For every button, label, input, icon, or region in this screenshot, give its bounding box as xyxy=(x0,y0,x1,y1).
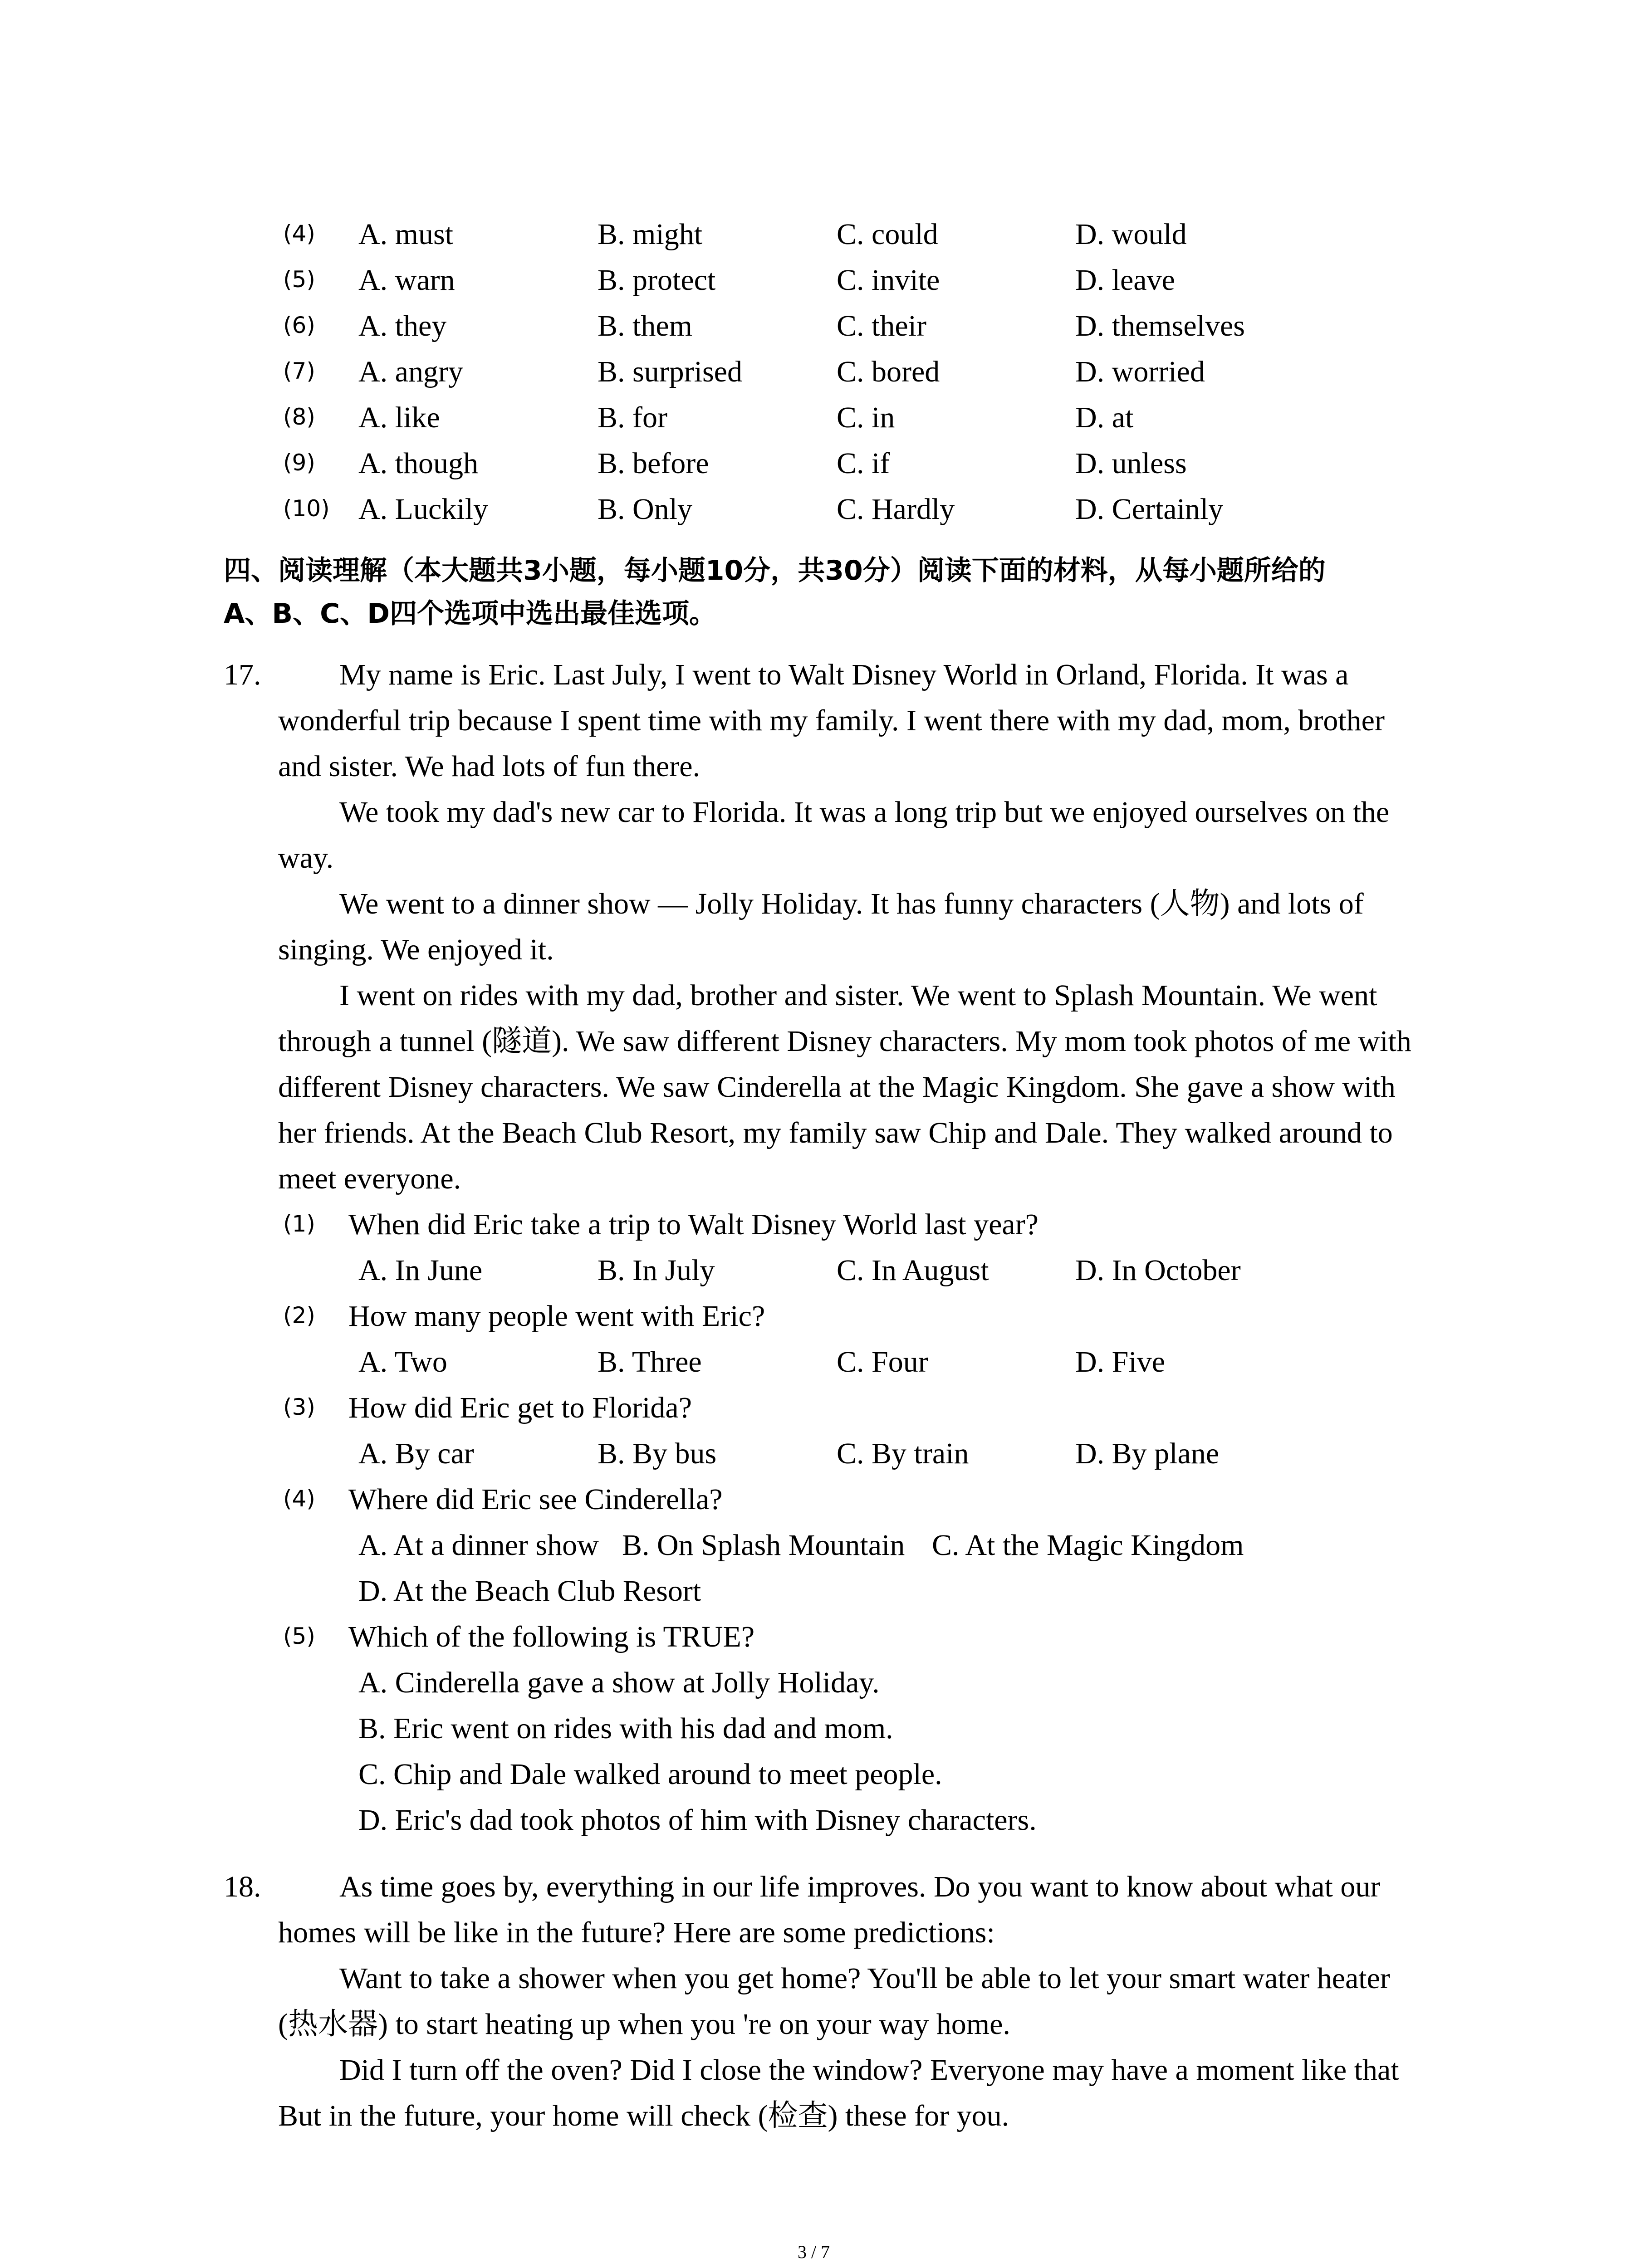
question-number-17: 17. xyxy=(224,658,261,691)
question-number: (9) xyxy=(283,450,315,476)
option-b: B. By bus xyxy=(598,1437,717,1470)
option-c: C. bored xyxy=(837,355,940,388)
option-b: B. for xyxy=(598,401,667,434)
option-b: B. On Splash Mountain xyxy=(622,1529,905,1562)
option-c: C. In August xyxy=(837,1254,989,1287)
passage-line: way. xyxy=(278,841,334,875)
option-c: C. could xyxy=(837,218,938,251)
option-a: A. By car xyxy=(358,1437,474,1470)
option-a: A. Luckily xyxy=(358,493,488,526)
option-d: D. worried xyxy=(1075,355,1205,388)
question-number-18: 18. xyxy=(224,1870,261,1903)
option-c: C. their xyxy=(837,309,926,342)
passage-line: her friends. At the Beach Club Resort, my family saw Chip and Dale. They walked around to xyxy=(278,1116,1393,1149)
option-d: D. themselves xyxy=(1075,309,1245,342)
passage-line: singing. We enjoyed it. xyxy=(278,933,554,966)
option-b: B. Three xyxy=(598,1345,702,1378)
option-d: D. would xyxy=(1075,218,1187,251)
passage-line: through a tunnel (隧道). We saw different Disney characters. My mom took photos of me with xyxy=(278,1025,1411,1058)
question-text: How did Eric get to Florida? xyxy=(348,1391,692,1424)
option-d: D. In October xyxy=(1075,1254,1241,1287)
option-c: C. At the Magic Kingdom xyxy=(932,1529,1244,1562)
option-c: C. Chip and Dale walked around to meet people. xyxy=(358,1758,942,1791)
question-number: (3) xyxy=(283,1394,315,1420)
question-text: How many people went with Eric? xyxy=(348,1300,765,1333)
option-b: B. might xyxy=(598,218,703,251)
question-number: (10) xyxy=(283,495,330,522)
passage-line: different Disney characters. We saw Cinderella at the Magic Kingdom. She gave a show with xyxy=(278,1070,1396,1104)
question-number: (5) xyxy=(283,266,315,293)
question-text: When did Eric take a trip to Walt Disney World last year? xyxy=(348,1208,1038,1241)
option-b: B. surprised xyxy=(598,355,742,388)
option-a: A. Cinderella gave a show at Jolly Holiday. xyxy=(358,1666,880,1699)
option-b: B. Only xyxy=(598,493,693,526)
passage-line: (热水器) to start heating up when you 're on your way home. xyxy=(278,2008,1010,2041)
passage-line: Want to take a shower when you get home? You'll be able to let your smart water heater xyxy=(339,1962,1390,1995)
option-d: D. Certainly xyxy=(1075,493,1224,526)
option-b: B. them xyxy=(598,309,692,342)
option-b: B. protect xyxy=(598,264,716,297)
option-a: A. must xyxy=(358,218,454,251)
option-a: A. warn xyxy=(358,264,455,297)
option-c: C. By train xyxy=(837,1437,969,1470)
section-heading-line-1: 四、阅读理解（本大题共3小题，每小题10分，共30分）阅读下面的材料，从每小题所给的 xyxy=(224,555,1326,587)
question-number: (5) xyxy=(283,1623,315,1649)
passage-line: homes will be like in the future? Here are some predictions: xyxy=(278,1916,995,1949)
option-b: B. before xyxy=(598,447,709,480)
passage-line: As time goes by, everything in our life improves. Do you want to know about what our xyxy=(339,1870,1381,1903)
passage-line: I went on rides with my dad, brother and sister. We went to Splash Mountain. We went xyxy=(339,979,1377,1012)
option-d: D. Eric's dad took photos of him with Disney characters. xyxy=(358,1804,1037,1837)
option-d: D. At the Beach Club Resort xyxy=(358,1574,701,1608)
passage-line: wonderful trip because I spent time with my family. I went there with my dad, mom, brother xyxy=(278,704,1385,737)
section-heading-line-2: A、B、C、D四个选项中选出最佳选项。 xyxy=(224,598,717,630)
option-d: D. at xyxy=(1075,401,1134,434)
option-a: A. though xyxy=(358,447,478,480)
option-a: A. At a dinner show xyxy=(358,1529,599,1562)
option-c: C. in xyxy=(837,401,895,434)
question-number: (4) xyxy=(283,220,315,247)
option-d: D. Five xyxy=(1075,1345,1165,1378)
option-a: A. Two xyxy=(358,1345,447,1378)
option-a: A. like xyxy=(358,401,440,434)
option-c: C. if xyxy=(837,447,890,480)
question-number: (1) xyxy=(283,1211,315,1237)
option-a: A. they xyxy=(358,309,447,342)
question-number: (7) xyxy=(283,358,315,384)
option-a: A. angry xyxy=(358,355,463,388)
option-a: A. In June xyxy=(358,1254,483,1287)
passage-line: My name is Eric. Last July, I went to Walt Disney World in Orland, Florida. It was a xyxy=(339,658,1349,691)
question-number: (8) xyxy=(283,404,315,430)
option-b: B. Eric went on rides with his dad and mom. xyxy=(358,1712,893,1745)
option-d: D. leave xyxy=(1075,264,1175,297)
option-b: B. In July xyxy=(598,1254,715,1287)
option-d: D. By plane xyxy=(1075,1437,1220,1470)
passage-line: Did I turn off the oven? Did I close the window? Everyone may have a moment like that xyxy=(339,2053,1399,2087)
option-c: C. Hardly xyxy=(837,493,955,526)
question-text: Which of the following is TRUE? xyxy=(348,1620,755,1653)
question-text: Where did Eric see Cinderella? xyxy=(348,1483,723,1516)
passage-line: meet everyone. xyxy=(278,1162,461,1195)
page-number: 3 / 7 xyxy=(798,2242,830,2262)
question-number: (4) xyxy=(283,1486,315,1512)
question-number: (2) xyxy=(283,1302,315,1329)
passage-line: and sister. We had lots of fun there. xyxy=(278,750,700,783)
option-c: C. invite xyxy=(837,264,940,297)
question-number: (6) xyxy=(283,312,315,338)
option-d: D. unless xyxy=(1075,447,1187,480)
passage-line: But in the future, your home will check (检查) these for you. xyxy=(278,2099,1009,2132)
option-c: C. Four xyxy=(837,1345,928,1378)
passage-line: We took my dad's new car to Florida. It was a long trip but we enjoyed ourselves on the xyxy=(339,796,1390,829)
passage-line: We went to a dinner show — Jolly Holiday. It has funny characters (人物) and lots of xyxy=(339,887,1364,920)
